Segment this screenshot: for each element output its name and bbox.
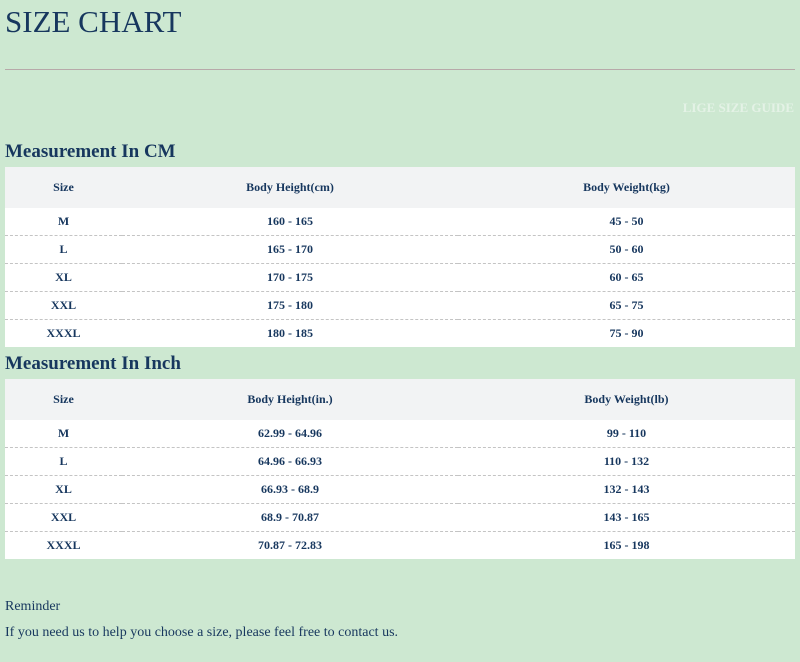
table-row <box>5 532 795 560</box>
table-header-row <box>5 379 795 420</box>
size-table-inch <box>5 379 795 559</box>
weight-cell: 50 - 60 <box>458 236 795 264</box>
height-cell: 180 - 185 <box>122 320 458 348</box>
table-row <box>5 420 795 448</box>
size-cell: M <box>5 420 122 448</box>
table-row <box>5 448 795 476</box>
size-cell: M <box>5 208 122 236</box>
weight-cell: 65 - 75 <box>458 292 795 320</box>
size-cell: XXXL <box>5 532 122 560</box>
column-header-height: Body Height(in.) <box>122 379 458 420</box>
size-cell: L <box>5 236 122 264</box>
size-table-cm <box>5 167 795 347</box>
size-cell: XL <box>5 476 122 504</box>
weight-cell: 75 - 90 <box>458 320 795 348</box>
title-divider <box>5 69 795 70</box>
table-row <box>5 292 795 320</box>
height-cell: 62.99 - 64.96 <box>122 420 458 448</box>
section-title-cm: Measurement In CM <box>5 141 176 162</box>
height-cell: 175 - 180 <box>122 292 458 320</box>
page-title: SIZE CHART <box>5 4 182 39</box>
size-cell: L <box>5 448 122 476</box>
size-cell: XL <box>5 264 122 292</box>
section-title-inch: Measurement In Inch <box>5 353 181 374</box>
weight-cell: 60 - 65 <box>458 264 795 292</box>
height-cell: 160 - 165 <box>122 208 458 236</box>
weight-cell: 143 - 165 <box>458 504 795 532</box>
height-cell: 70.87 - 72.83 <box>122 532 458 560</box>
size-cell: XXXL <box>5 320 122 348</box>
height-cell: 165 - 170 <box>122 236 458 264</box>
column-header-weight: Body Weight(kg) <box>458 167 795 208</box>
reminder-text: If you need us to help you choose a size, please feel free to contact us. <box>5 625 399 640</box>
column-header-weight: Body Weight(lb) <box>458 379 795 420</box>
watermark-text: LIGE SIZE GUIDE <box>682 100 794 115</box>
reminder-title: Reminder <box>5 599 61 614</box>
table-row <box>5 320 795 348</box>
column-header-height: Body Height(cm) <box>122 167 458 208</box>
table-row <box>5 236 795 264</box>
weight-cell: 132 - 143 <box>458 476 795 504</box>
size-cell: XXL <box>5 292 122 320</box>
weight-cell: 45 - 50 <box>458 208 795 236</box>
table-row <box>5 504 795 532</box>
height-cell: 68.9 - 70.87 <box>122 504 458 532</box>
weight-cell: 165 - 198 <box>458 532 795 560</box>
table-row <box>5 208 795 236</box>
height-cell: 64.96 - 66.93 <box>122 448 458 476</box>
weight-cell: 110 - 132 <box>458 448 795 476</box>
column-header-size: Size <box>5 379 122 420</box>
column-header-size: Size <box>5 167 122 208</box>
height-cell: 170 - 175 <box>122 264 458 292</box>
table-header-row <box>5 167 795 208</box>
size-cell: XXL <box>5 504 122 532</box>
table-row <box>5 476 795 504</box>
table-row <box>5 264 795 292</box>
height-cell: 66.93 - 68.9 <box>122 476 458 504</box>
weight-cell: 99 - 110 <box>458 420 795 448</box>
